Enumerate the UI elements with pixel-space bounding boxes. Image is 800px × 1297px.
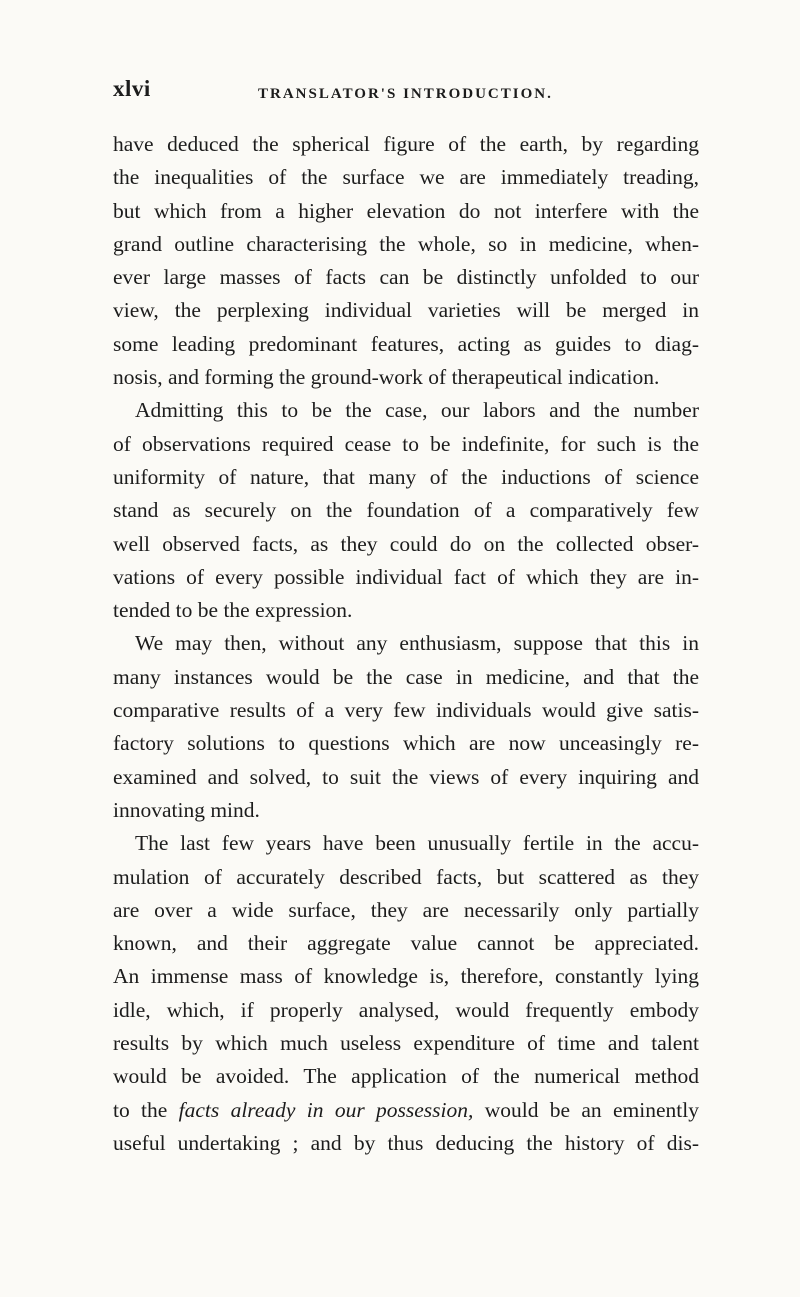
text-line: useful undertaking ; and by thus deducing the history of dis-: [113, 1130, 699, 1155]
text-line: Admitting this to be the case, our labors and the number: [135, 398, 699, 423]
text-line: the inequalities of the surface we are immediately treading,: [113, 165, 699, 190]
text-line: innovating mind.: [113, 797, 260, 822]
text-line: results by which much useless expenditure of time and talent: [113, 1031, 699, 1056]
text-line: examined and solved, to suit the views of every inquiring and: [113, 764, 699, 789]
page-number: xlvi: [113, 76, 151, 101]
running-head: [113, 76, 698, 106]
text-line: factory solutions to questions which are now unceasingly re-: [113, 731, 699, 756]
italic-phrase: facts already in our possession,: [178, 1097, 474, 1122]
text-line: stand as securely on the foundation of a comparatively few: [113, 498, 699, 523]
text-line: An immense mass of knowledge is, therefore, constantly lying: [113, 964, 699, 989]
running-head-title: translator's introduction.: [258, 79, 553, 103]
text-segment: to the: [113, 1097, 179, 1122]
text-line: mulation of accurately described facts, but scattered as they: [113, 864, 699, 889]
text-line: are over a wide surface, they are necessarily only partially: [113, 897, 699, 922]
text-line: We may then, without any enthusiasm, suppose that this in: [135, 631, 699, 656]
text-line: many instances would be the case in medicine, and that the: [113, 664, 699, 689]
text-line: tended to be the expression.: [113, 598, 353, 623]
text-line: view, the perplexing individual varieties will be merged in: [113, 298, 699, 323]
body-text: [113, 128, 699, 1160]
text-line: some leading predominant features, acting as guides to diag-: [113, 331, 699, 356]
text-line: grand outline characterising the whole, so in medicine, when-: [113, 231, 699, 256]
text-line: vations of every possible individual fact of which they are in-: [113, 564, 699, 589]
text-line: but which from a higher elevation do not interfere with the: [113, 198, 699, 223]
text-line: uniformity of nature, that many of the inductions of science: [113, 464, 699, 489]
text-line: nosis, and forming the ground-work of therapeutical indication.: [113, 365, 660, 390]
text-segment: would be an eminently: [473, 1097, 699, 1122]
text-line: of observations required cease to be indefinite, for such is the: [113, 431, 699, 456]
text-line: have deduced the spherical figure of the earth, by regarding: [113, 132, 699, 156]
text-line: ever large masses of facts can be distinctly unfolded to our: [113, 265, 699, 290]
text-line: [113, 1094, 699, 1127]
text-line: known, and their aggregate value cannot be appreciated.: [113, 931, 699, 956]
text-line: would be avoided. The application of the numerical method: [113, 1064, 699, 1089]
text-line: The last few years have been unusually fertile in the accu-: [135, 831, 699, 856]
text-line: well observed facts, as they could do on the collected obser-: [113, 531, 699, 556]
text-line: idle, which, if properly analysed, would frequently embody: [113, 997, 699, 1022]
text-line: comparative results of a very few individuals would give satis-: [113, 698, 699, 723]
